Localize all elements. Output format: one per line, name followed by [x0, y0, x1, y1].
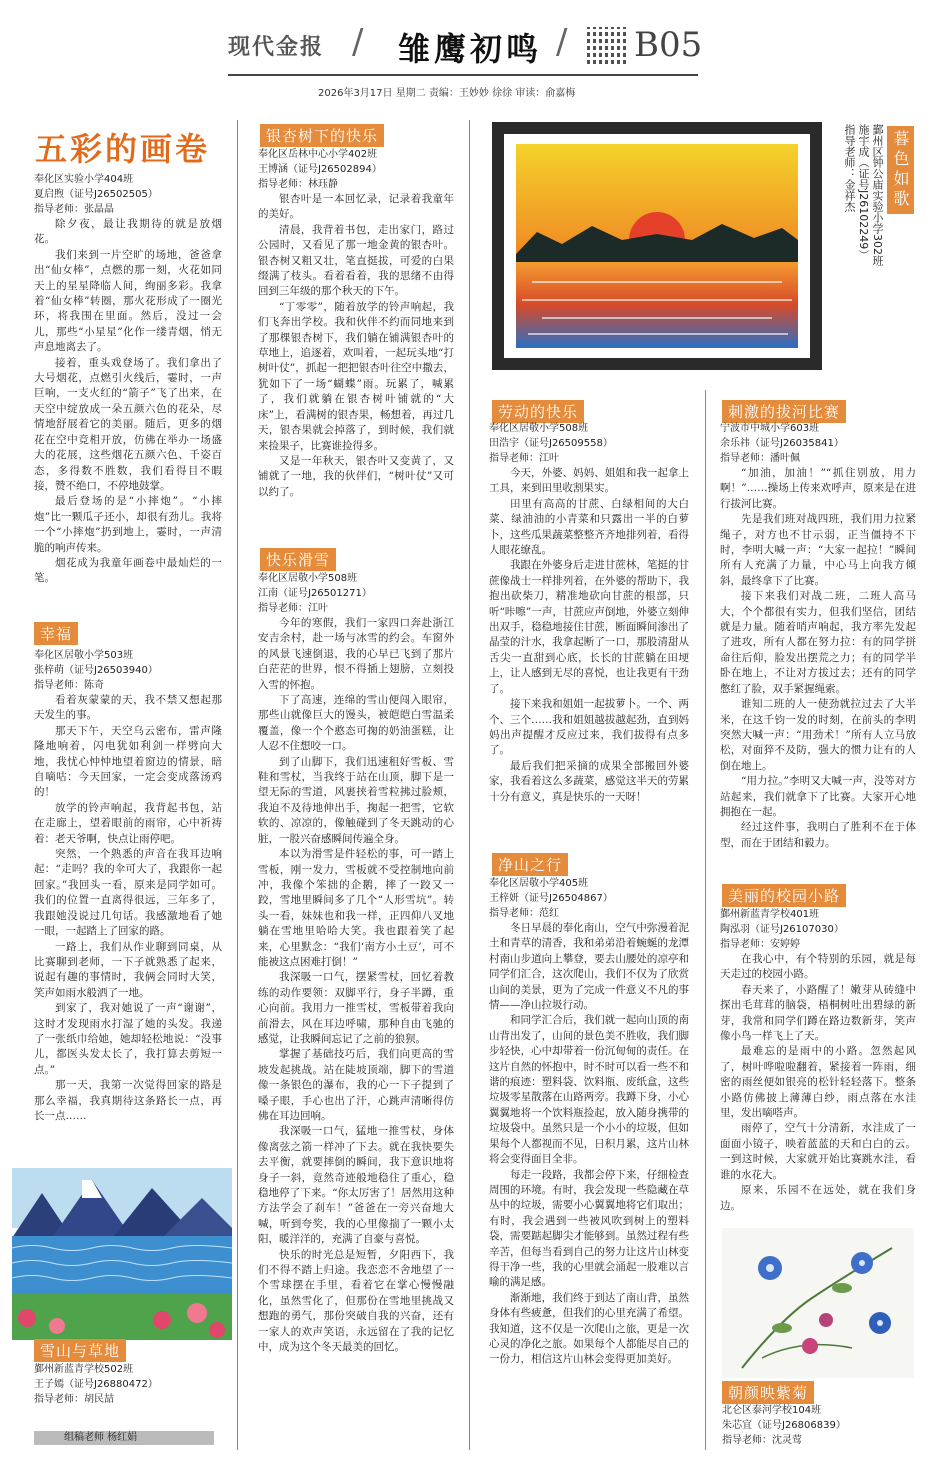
- teacher: 指导老师：江叶: [489, 453, 559, 464]
- column-rule: [705, 390, 706, 1450]
- page-number: B05: [634, 25, 703, 65]
- artwork-credit: [722, 1403, 912, 1448]
- article-happiness: [34, 648, 222, 1164]
- paragraph: 又是一年秋天，银杏叶又变黄了，又铺就了一地，我的伙伴们，“树叶仗”又可以约了。: [258, 454, 454, 498]
- author: 田浩宇（证号J26509558）: [489, 438, 613, 449]
- school: 奉化区居敬小学503班: [34, 650, 134, 661]
- paragraph: 原来，乐园不在远处，就在我们身边。: [720, 1184, 916, 1212]
- author: 王博涵（证号J26502894）: [258, 164, 382, 175]
- author: 朱芯宜（证号J26806839）: [722, 1420, 846, 1431]
- paragraph: 接着，重头戏登场了。我们拿出了大号烟花，点燃引火线后，霎时，一声巨响，一支火红的“箭子”飞了出来，在天空中绽放成一朵五颜六色的花朵，尽情地舒展着它的美丽。随后，更多的烟花在空中竞相开放，仿佛在举办一场盛大的花展，这些烟花五颜六色、千姿百态，多得数不胜数，我们看得目不暇接，赞不绝口，不停地鼓掌。: [34, 356, 222, 492]
- article-skiing: [258, 571, 454, 1455]
- school: 鄞州区钟公庙实验小学302班: [871, 124, 884, 266]
- article-title: 劳动的快乐: [492, 400, 584, 423]
- author: 张梓萌（证号J26503940）: [34, 665, 158, 676]
- school: 鄞州新蓝青学校401班: [720, 909, 820, 920]
- paragraph: 下了高速，连绵的雪山便闯入眼帘，那些山就像巨大的馒头，被皑皑白雪温柔覆盖，像一个个憨态可掬的奶油蛋糕，让人忍不住想咬一口。: [258, 694, 454, 753]
- paragraph: 我们来到一片空旷的场地，爸爸拿出“仙女棒”，点燃的那一刻，火花如同天上的星星降临人间，绚丽多彩。我拿着“仙女棒”转圈，那火花形成了一圈光环，将我围在里面。然后，没过一会儿，那些“小星星”化作一缕青烟，悄无声息地离去了。: [34, 248, 222, 354]
- paragraph: 烟花成为我童年画卷中最灿烂的一笔。: [34, 556, 222, 585]
- paragraph: 我深吸一口气，摆紧雪杖，回忆着教练的动作要领：双脚平行，身子半蹲，重心向前。我用力一推雪杖，雪板带着我向前滑去，风在耳边呼啸，那种自由飞驰的感觉，让我瞬间忘记了之前的狼狈。: [258, 971, 454, 1045]
- paragraph: 到了山脚下，我们迅速租好雪板、雪鞋和雪杖，当我终于站在山顶，脚下是一望无际的雪道，风裹挟着雪粒拂过脸颊，我迫不及待地伸出手，掬起一把雪，它软软的、凉凉的，像触碰到了冬天跳动的心脏，一股兴奋感瞬间传遍全身。: [258, 755, 454, 845]
- paragraph: “用力拉。”李明又大喊一声，没等对方站起来，我们就拿下了比赛。大家开心地拥抱在一起。: [720, 775, 916, 818]
- masthead: [0, 0, 934, 100]
- section-name: 雏鹰初鸣: [398, 30, 543, 68]
- article-title: 快乐滑雪: [260, 548, 336, 571]
- article-labor: [489, 421, 689, 837]
- article-title: 朝颜映紫菊: [722, 1381, 814, 1404]
- school: 奉化区岳林中心小学402班: [258, 149, 378, 160]
- article-title: 银杏树下的快乐: [260, 124, 384, 147]
- school: 宁波市中城小学603班: [720, 423, 820, 434]
- article-title: 刺激的拔河比赛: [722, 400, 846, 423]
- paragraph: 放学的铃声响起，我背起书包，站在走廊上，望着眼前的雨帘，心中祈祷着：老天爷啊，快点让雨停吧。: [34, 801, 222, 845]
- paragraph: 雨停了，空气十分清新，水洼成了一面面小镜子，映着蓝蓝的天和白白的云。一到这时候，大家就开始比赛跳水洼，看谁的水花大。: [720, 1122, 916, 1181]
- painting-morning-glory: [722, 1228, 914, 1378]
- school: 北仑区泰河学校104班: [722, 1405, 822, 1416]
- paragraph: 突然，一个熟悉的声音在我耳边响起：“走吗？我的伞可大了，我跟你一起回家。”我回头一看，原来是同学如可。我们的位置一直离得很远，三年多了，我跟她没说过几句话。我感激地看了她一眼，一起踏上了回家的路。: [34, 848, 222, 938]
- paragraph: 经过这件事，我明白了胜利不在于体型，而在于团结和毅力。: [720, 821, 916, 849]
- author: 陶泓羽（证号J26107030）: [720, 924, 844, 935]
- teacher: 指导老师：沈灵莺: [722, 1435, 802, 1446]
- article-fireworks: [34, 172, 222, 604]
- paragraph: 本以为滑雪是件轻松的事，可一踏上雪板，刚一发力，雪板就不受控制地向前冲，我像个笨拙的企鹅，摔了一跤又一跤，雪地里瞬间多了几个“人形雪坑”。转头一看，妹妹也和我一样，正四仰八叉地躺在雪地里哈哈大笑。我也跟着笑了起来，心里默念：“我们‘南方小土豆’，可不能被这点困难打倒！”: [258, 848, 454, 968]
- teacher: 指导老师：金祥杰: [843, 124, 856, 212]
- paragraph: 最后我们把采摘的成果全部搬回外婆家，我看着这么多蔬菜，感觉这半天的劳累十分有意义，真是快乐的一天呀！: [489, 759, 689, 803]
- teacher: 指导老师：江叶: [258, 603, 328, 614]
- divider: /: [352, 22, 364, 62]
- teacher: 指导老师：林珏静: [258, 179, 338, 190]
- paragraph: 冬日早晨的奉化南山，空气中弥漫着泥土和青草的清香，我和弟弟沿着蜿蜒的龙潭村南山步道向上攀登，要去山腰处的凉亭和同学们汇合，这次爬山，我们不仅为了欣赏山间的美景，更为了完成一件意义不凡的事情——净山拉圾行动。: [489, 922, 689, 1012]
- paragraph: 谁知二班的人一使劲就拉过去了大半米，在这千钧一发的时刻，在前头的李明突然大喊一声：“用劲术！”所有人立马放松，对面猝不及防，强大的惯力让有的人倒在地上。: [720, 698, 916, 772]
- artwork-credit: [842, 124, 884, 299]
- article-title: 雪山与草地: [34, 1339, 126, 1362]
- paragraph: 接下来我们对战二班，二班人高马大，个个都很有实力，但我们坚信，团结就是力量。随着哨声响起，我方率先发起了进攻，所有人都在努力拉：有的同学拼命往后仰，脸发出摆荒之力；有的同学半卧在地上，不让对方拔过去；还有的同学憋红了脸，双手紧握绳索。: [720, 590, 916, 695]
- divider: [228, 74, 698, 76]
- article-title: 净山之行: [492, 853, 568, 876]
- teacher: 指导老师：潘叶佩: [720, 453, 800, 464]
- column-rule: [469, 120, 470, 1450]
- paragraph: 看着灰蒙蒙的天，我不禁又想起那天发生的事。: [34, 694, 222, 722]
- author: 王子嫣（证号J26880472）: [34, 1379, 158, 1390]
- school: 鄞州新蓝青学校502班: [34, 1364, 134, 1375]
- paper-name: 现代金报: [228, 35, 325, 60]
- author: 夏启煦（证号J26502505）: [34, 189, 158, 200]
- dateline: 2026年3月17日 星期二 责编：王妙妙 徐徐 审读：俞嘉梅: [318, 88, 576, 99]
- paragraph: 田里有高高的甘蔗、白绿相间的大白菜、绿油油的小青菜和只露出一半的白萝卜，这些瓜果蔬菜整整齐齐地排列着，看得人眼花缭乱。: [489, 497, 689, 557]
- paragraph: 接下来我和姐姐一起拔萝卜。一个、两个、三个……我和姐姐越拔越起劲，直到妈妈出声提醒才反应过来，我们拔得有点多了。: [489, 698, 689, 757]
- paragraph: 那一天，我第一次觉得回家的路是那么幸福，我真期待这条路长一点，再长一点……: [34, 1079, 222, 1122]
- paragraph: 今年的寒假，我们一家四口奔赴浙江安吉余村，赴一场与冰雪的约会。车窗外的风景飞速倒退，我的心早已飞到了那片白茫茫的世界，恨不得插上翅膀，立刻投入雪的怀抱。: [258, 617, 454, 691]
- paragraph: 春天来了，小路醒了！嫩芽从砖缝中探出毛茸茸的脑袋，梧桐树吐出碧绿的新芽，我常和同学们蹲在路边数新芽，笑声像小鸟一样飞上了天。: [720, 983, 916, 1043]
- article-title: 暮色如歌: [887, 126, 914, 214]
- paragraph: “加油，加油！”“抓住别放，用力啊！”……操场上传来欢呼声，原来是在进行拔河比赛。: [720, 467, 916, 510]
- paragraph: 掌握了基础技巧后，我们向更高的雪坡发起挑战。站在陡坡顶端，脚下的雪道像一条银色的瀑布，我的心一下子提到了嗓子眼，手心也出了汗，心跳声清晰得仿佛在耳边回响。: [258, 1048, 454, 1122]
- paragraph: 最难忘的是雨中的小路。忽然起风了，树叶哗啦啦翻着，紧接着一阵雨，细密的雨丝便如银亮的松针轻轻落下。整条小路仿佛披上薄薄白纱，雨点落在水洼里，发出嘀嗒声。: [720, 1045, 916, 1120]
- qr-code-icon: [587, 27, 627, 67]
- teacher: 指导老师：张晶晶: [34, 204, 114, 215]
- paragraph: 到家了，我对她说了一声“谢谢”，这时才发现雨水打湿了她的头发。我递了一张纸巾给她，她却轻松地说：“没事儿，都医头发太长了，我打算去剪短一点。”: [34, 1002, 222, 1076]
- paragraph: 清晨，我背着书包，走出家门，路过公园时，又看见了那一地金黄的银杏叶。银杏树又粗又壮，笔直挺拔，可爱的白果缀满了枝头。看着看着，我的思绪不由得回到三年级的那个秋天的下午。: [258, 223, 454, 298]
- column-rule: [237, 120, 238, 1450]
- teacher: 指导老师：胡民喆: [34, 1394, 114, 1405]
- paragraph: 一路上，我们从作业聊到同桌，从比赛聊到老师，一下子就熟悉了起来，说起有趣的事情时，我俩会同时大笑，笑声如雨水般洒了一地。: [34, 940, 222, 999]
- artwork-credit: [34, 1362, 224, 1407]
- footer-editor: 组稿老师 杨红娟: [34, 1431, 214, 1445]
- school: 奉化区居敬小学508班: [489, 423, 589, 434]
- school: 奉化区实验小学404班: [34, 174, 134, 185]
- article-ginkgo: [258, 147, 454, 527]
- paragraph: 先是我们班对战四班，我们用力拉紧绳子，对方也不甘示弱，正当僵持不下时，李明大喊一声：“大家一起拉！”瞬间所有人充满了力量，中心马上向我方倾斜，最终拿下了比赛。: [720, 513, 916, 587]
- divider: /: [556, 22, 568, 62]
- article-tug-of-war: [720, 421, 916, 871]
- school: 奉化区居敬小学405班: [489, 878, 589, 889]
- painting-sunset: [492, 122, 822, 370]
- teacher: 指导老师：陈奇: [34, 680, 104, 691]
- article-clean-mountain: [489, 876, 689, 1450]
- teacher: 指导老师：安婷婷: [720, 939, 800, 950]
- paragraph: 我跟在外婆身后走进甘蔗林，笔挺的甘蔗像战士一样排列着，在外婆的帮助下，我抱出砍柴刀，精准地砍向甘蔗的根部，只听“咔嚓”一声，甘蔗应声倒地，外婆立刻伸出双手，稳稳地接住甘蔗，断面瞬间渗出了晶莹的汁水，我拿起断了一口，那股清甜从舌尖一直甜到心底，长长的甘蔗躺在田埂上，让人感到无尽的喜悦，也让我更有干劲了。: [489, 559, 689, 695]
- author: 余乐祎（证号J26035841）: [720, 438, 844, 449]
- author: 王梓妍（证号J26504867）: [489, 893, 613, 904]
- author: 江南（证号J26501271）: [258, 588, 372, 599]
- author: 施宇成（证号J26102249）: [857, 124, 870, 261]
- paragraph: 渐渐地，我们终于到达了南山背，虽然身体有些疲惫，但我们的心里充满了希望。我知道，这不仅是一次爬山之旅，更是一次心灵的净化之旅。如果每个人都能尽自己的一份力，相信这片山林会变得更加美好。: [489, 1291, 689, 1366]
- paragraph: 今天，外婆、妈妈、姐姐和我一起拿上工具，来到田里收割果实。: [489, 467, 689, 495]
- paragraph: 每走一段路，我都会停下来，仔细检查周围的环境。有时，我会发现一些隐藏在草丛中的垃圾，需要小心翼翼地将它们取出；有时，我会遇到一些被风吹到树上的塑料袋，需要踮起脚尖才能够到。虽然过程有些辛苦，但每当看到自己的努力让这片山林变得干净一些，我的心里就会涌起一股难以言喻的满足感。: [489, 1168, 689, 1289]
- painting-snow-mountain: [12, 1168, 232, 1340]
- teacher: 指导老师：范红: [489, 908, 559, 919]
- article-school-path: [720, 907, 916, 1217]
- paragraph: 除夕夜，最让我期待的就是放烟花。: [34, 218, 222, 246]
- paragraph: 最后登场的是“小摔炮”。“小摔炮”比一颗瓜子还小，却很有劲儿。我将一个“小摔炮”扔到地上，霎时，一声清脆的响声传来。: [34, 495, 222, 554]
- article-title: 幸福: [34, 622, 78, 645]
- paragraph: 那天下午，天空乌云密布，雷声隆隆地响着，闪电犹如利剑一样劈向大地，我忧心忡忡地望着窗边的情景，暗自嘀咕：今天回家，一定会变成落汤鸡的！: [34, 724, 222, 799]
- paragraph: 和同学汇合后，我们就一起向山顶的南山背出发了，山间的景色美不胜收，我们脚步轻快，心中却带着一份沉甸甸的责任。在这片自然的怀抱中，时不时可以看一些不和谐的痕迹：塑料袋、饮料瓶、废纸盒，这些垃圾零星散落在山路两旁。我蹲下身，小心翼翼地将一个饮料瓶捡起，放入随身携带的垃圾袋中。虽然只是一个小小的垃圾，但如果每个人都视而不见，日积月累，这片山林将会变得面目全非。: [489, 1014, 689, 1166]
- paragraph: “丁零零”，随着放学的铃声响起，我们飞奔出学校。我和伙伴不约而同地来到了那棵银杏树下，我们躺在铺满银杏叶的草地上，追逐着，欢叫着，一起玩头地“打树叶仗”，抓起一把把银杏叶往空中撒去，犹如下了一场“蝴蝶”雨。玩累了，喊累了，我们就躺在银杏树叶铺就的“大床”上，看满树的银杏果，畅想着，再过几天，银杏果就会掉落了，到时候，我们就来捡果子，比赛谁捡得多。: [258, 300, 454, 452]
- school: 奉化区居敬小学508班: [258, 573, 358, 584]
- main-title: 五彩的画卷: [35, 130, 211, 168]
- paragraph: 在我心中，有个特别的乐园，就是每天走过的校园小路。: [720, 953, 916, 981]
- paragraph: 快乐的时光总是短暂，夕阳西下，我们不得不踏上归途。我恋恋不舍地望了一个雪球摆在手里，看着它在掌心慢慢融化，虽然雪化了，但那份在雪地里挑战又想跑的勇气，那份突破自我的兴奋，还有一家人的欢声笑语，永远留在了我的记忆中，成为这个冬天最美的回忆。: [258, 1248, 454, 1354]
- paragraph: 我深吸一口气，猛地一推雪杖，身体像离弦之箭一样冲了下去。就在我快要失去平衡，就要摔倒的瞬间，我下意识地将身子一斜，竟然奇迹般地稳住了重心，稳稳地停了下来。“你太厉害了！居然用这种方法学会了刹车！”爸爸在一旁兴奋地大喊，听到夸奖，我的心里像揣了一颗小太阳，暖洋洋的，充满了自豪与喜悦。: [258, 1125, 454, 1246]
- paragraph: 银杏叶是一本回忆录，记录着我童年的美好。: [258, 193, 454, 221]
- article-title: 美丽的校园小路: [722, 884, 846, 907]
